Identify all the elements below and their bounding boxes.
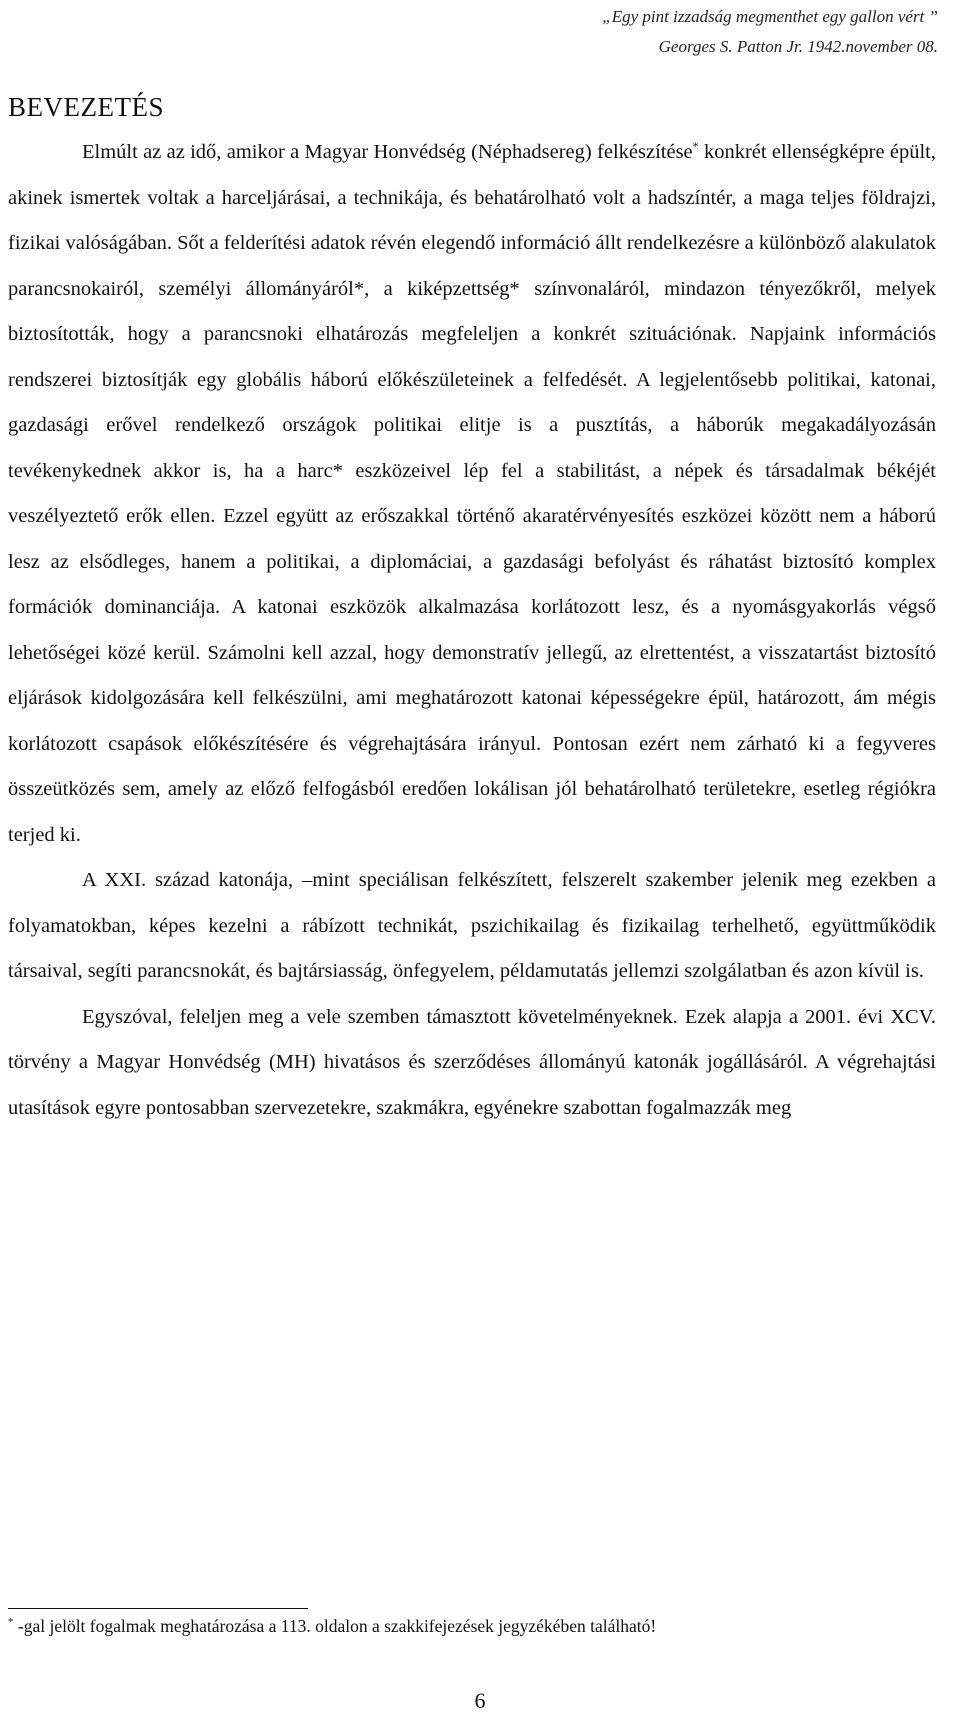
paragraph-1 — [8, 130, 936, 858]
page-number: 6 — [474, 1688, 486, 1713]
paragraph-1-text-start: Elmúlt az az idő, amikor a Magyar Honvédség (Néphadsereg) felkészítése — [82, 141, 693, 163]
paragraph-1-text-rest: konkrét ellenségképre épült, akinek ismertek voltak a harceljárásai, a technikája, és behatárolható volt a hadszíntér, a maga teljes földrajzi, fizikai valóságában. Sőt a felderítési adatok révén elegendő információ állt rendelkezésre a különböző alakulatok parancsnokairól, személyi állományáról*, a kiképzettség* színvonaláról, mindazon tényezőkről, melyek biztosították, hogy a parancsnoki elhatározás megfeleljen a konkrét szituációnak. Napjaink információs rendszerei biztosítják egy globális háború előkészületeinek a felfedését. A legjelentősebb politikai, katonai, gazdasági erővel rendelkező országok politikai elitje is a pusztítás, a háborúk megakadályozásán tevékenykednek akkor is, ha a harc* eszközeivel lép fel a stabilitást, a népek és társadalmak békéjét veszélyeztető erők ellen. Ezzel együtt az erőszakkal történő akaratérvényesítés eszközei között nem a háború lesz az elsődleges, hanem a politikai, a diplomáciai, a gazdasági befolyást és ráhatást biztosító komplex formációk dominanciája. A katonai eszközök alkalmazása korlátozott lesz, és a nyomásgyakorlás végső lehetőségei közé kerül. Számolni kell azzal, hogy demonstratív jellegű, az elrettentést, a visszatartást biztosító eljárások kidolgozására kell felkészülni, ami meghatározott katonai képességekre épül, határozott, ám mégis korlátozott csapások előkészítésére és végrehajtására irányul. Pontosan ezért nem zárható ki a fegyveres összeütközés sem, amely az előző felfogásból eredően lokálisan jól behatárolható területekre, esetleg régiókra terjed ki. — [8, 141, 936, 846]
epigraph-attribution: Georges S. Patton Jr. 1942.november 08. — [658, 37, 938, 56]
body-text — [8, 130, 936, 1131]
footnote-separator — [8, 1608, 308, 1609]
section-title: BEVEZETÉS — [8, 92, 164, 122]
paragraph-2: A XXI. század katonája, –mint speciálisan felkészített, felszerelt szakember jelenik meg ezekben a folyamatokban, képes kezelni a rábízott technikát, pszichikailag és fizikailag terhelhető, együttműködik társaival, segíti parancsnokát, és bajtársiasság, önfegyelem, példamutatás jellemzi szolgálatban és azon kívül is. — [8, 869, 936, 982]
paragraph-3: Egyszóval, feleljen meg a vele szemben támasztott követelményeknek. Ezek alapja a 2001. évi XCV. törvény a Magyar Honvédség (MH) hivatásos és szerződéses állományú katonák jogállásáról. A végrehajtási utasítások egyre pontosabban szervezetekre, szakmákra, egyénekre szabottan fogalmazzák meg — [8, 1005, 936, 1119]
epigraph — [602, 2, 938, 62]
footnote-mark: * — [8, 1616, 14, 1629]
footnote-text: -gal jelölt fogalmak meghatározása a 113. oldalon a szakkifejezések jegyzékében található! — [13, 1616, 657, 1636]
footnote — [8, 1614, 656, 1638]
epigraph-quote: „Egy pint izzadság megmenthet egy gallon vért ” — [602, 7, 938, 26]
footnote-reference-mark: * — [692, 139, 699, 154]
